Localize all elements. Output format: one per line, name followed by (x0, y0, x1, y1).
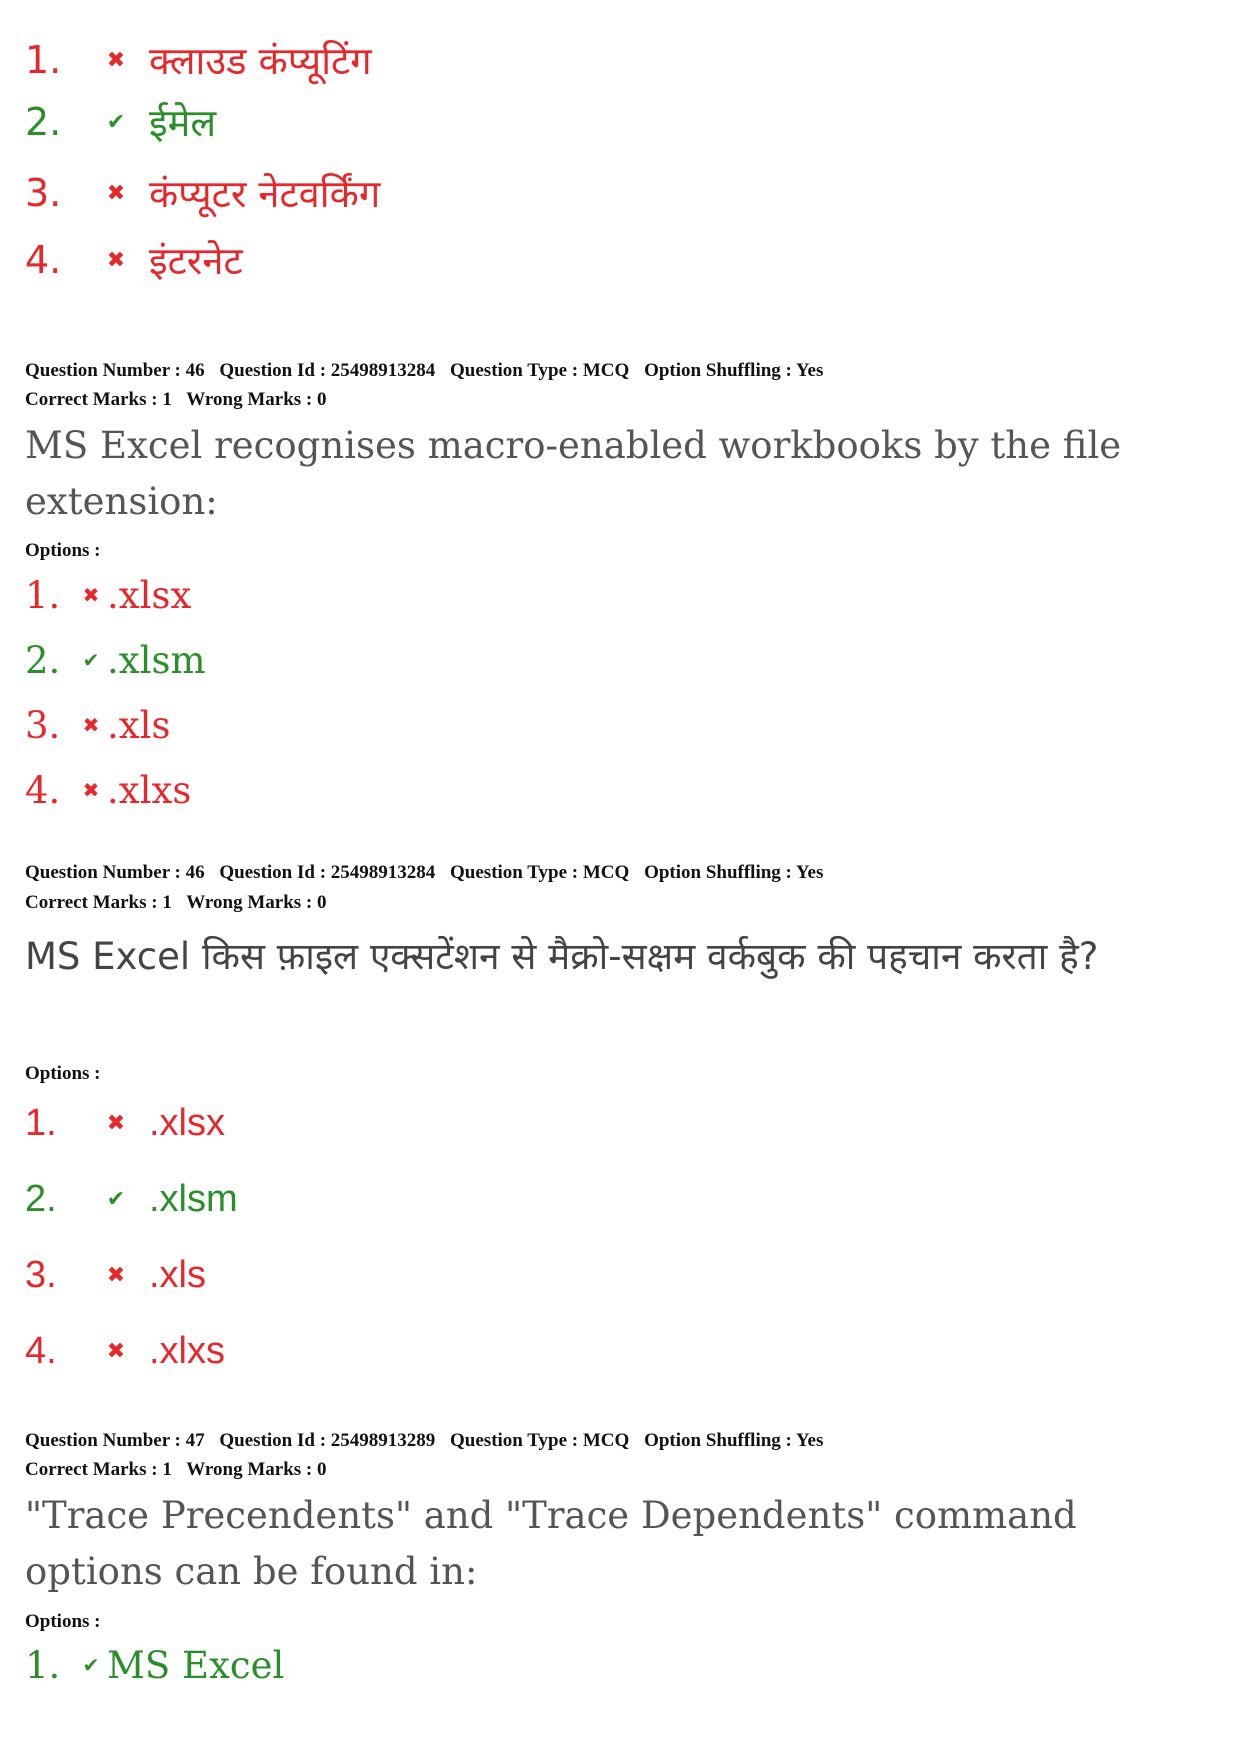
option-text: .xls (107, 703, 171, 747)
option-text: क्लाउड कंप्यूटिंग (149, 39, 372, 83)
question-meta-line-1: Question Number : 46 Question Id : 25498913284 Question Type : MCQ Option Shuffling : Yes (25, 360, 824, 381)
cross-icon: ✖ (82, 778, 100, 802)
option-text: .xlsm (149, 1177, 238, 1220)
option-number: 4. (25, 238, 62, 282)
check-icon: ✔ (106, 109, 126, 135)
option-number: 2. (25, 100, 62, 144)
option-number: 3. (25, 171, 62, 215)
option-3 (25, 702, 170, 748)
top-option-3 (25, 168, 380, 218)
cross-icon: ✖ (82, 583, 100, 607)
option-number: 3. (25, 703, 61, 747)
option-text: ईमेल (149, 101, 217, 145)
top-option-2 (25, 97, 216, 147)
option-text: MS Excel (107, 1643, 285, 1687)
option-4 (25, 767, 191, 813)
question-text: "Trace Precendents" and "Trace Dependents" command options can be found in: (25, 1494, 1077, 1593)
question-text: MS Excel recognises macro-enabled workbooks by the file extension: (25, 424, 1122, 523)
cross-icon: ✖ (106, 1338, 126, 1363)
option-number: 4. (25, 768, 61, 812)
option-text: .xlsx (107, 573, 192, 617)
option-text: .xls (149, 1253, 206, 1296)
cross-icon: ✖ (82, 713, 100, 737)
question-meta-line-2: Correct Marks : 1 Wrong Marks : 0 (25, 892, 327, 913)
question-text: MS Excel किस फ़ाइल एक्सटेंशन से मैक्रो-सक्षम वर्कबुक की पहचान करता है? (25, 935, 1099, 978)
cross-icon: ✖ (106, 180, 126, 206)
option-1 (25, 1098, 225, 1148)
cross-icon: ✖ (106, 247, 126, 273)
top-option-1 (25, 35, 372, 85)
option-1 (25, 572, 191, 618)
options-label: Options : (25, 1611, 101, 1632)
question-meta-line-1: Question Number : 46 Question Id : 25498913284 Question Type : MCQ Option Shuffling : Yes (25, 862, 824, 883)
option-number: 1. (25, 38, 62, 82)
option-number: 1. (25, 1643, 61, 1687)
option-2 (25, 637, 206, 683)
question-meta-line-2: Correct Marks : 1 Wrong Marks : 0 (25, 389, 327, 410)
check-icon: ✔ (106, 1186, 126, 1211)
top-option-4 (25, 235, 243, 285)
option-number: 3. (25, 1253, 57, 1296)
option-number: 1. (25, 1101, 57, 1144)
option-number: 2. (25, 1177, 57, 1220)
check-icon: ✔ (82, 648, 100, 672)
option-4 (25, 1326, 225, 1376)
option-text: .xlxs (149, 1329, 225, 1372)
option-number: 1. (25, 573, 61, 617)
option-3 (25, 1250, 206, 1300)
option-number: 2. (25, 638, 61, 682)
option-1 (25, 1642, 284, 1688)
check-icon: ✔ (82, 1653, 100, 1677)
question-meta-line-1: Question Number : 47 Question Id : 25498913289 Question Type : MCQ Option Shuffling : Yes (25, 1430, 824, 1451)
option-2 (25, 1174, 238, 1224)
options-label: Options : (25, 540, 101, 561)
question-meta-line-2: Correct Marks : 1 Wrong Marks : 0 (25, 1459, 327, 1480)
cross-icon: ✖ (106, 1110, 126, 1135)
cross-icon: ✖ (106, 47, 126, 73)
option-text: कंप्यूटर नेटवर्किंग (149, 172, 381, 216)
option-text: .xlsx (149, 1101, 225, 1144)
option-text: इंटरनेट (149, 239, 243, 283)
options-label: Options : (25, 1063, 101, 1084)
cross-icon: ✖ (106, 1262, 126, 1287)
option-text: .xlxs (107, 768, 192, 812)
option-number: 4. (25, 1329, 57, 1372)
option-text: .xlsm (107, 638, 206, 682)
